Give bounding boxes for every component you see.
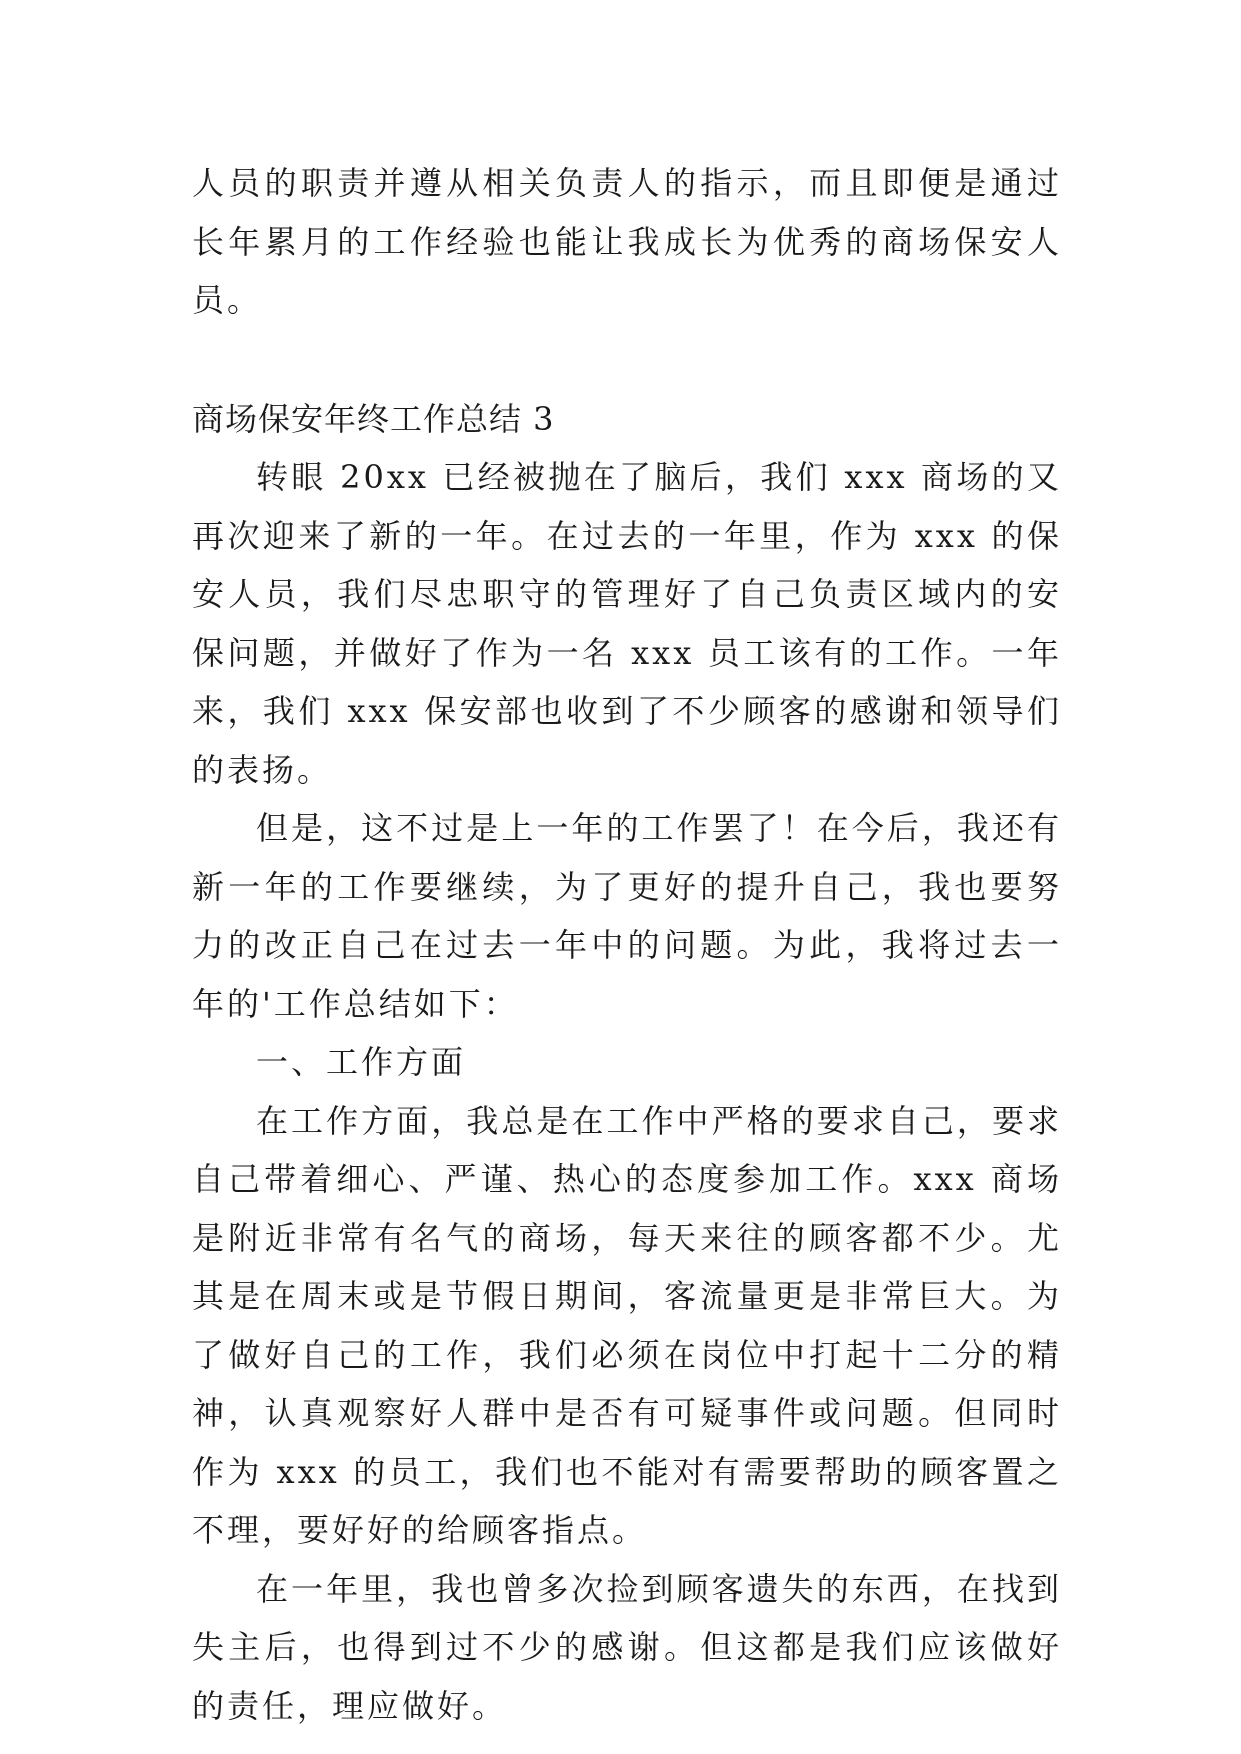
section-title: 商场保安年终工作总结 3 — [192, 399, 555, 438]
continuation-paragraph: 人员的职责并遵从相关负责人的指示，而且即便是通过长年累月的工作经验也能让我成长为优秀的商场保安人员。 — [192, 164, 1062, 319]
body-paragraph: 但是，这不过是上一年的工作罢了！在今后，我还有新一年的工作要继续，为了更好的提升自己，我也要努力的改正自己在过去一年中的问题。为此，我将过去一年的'工作总结如下： — [192, 809, 1062, 1023]
subsection-heading: 一、工作方面 — [256, 1043, 467, 1081]
body-paragraph: 转眼 20xx 已经被抛在了脑后，我们 xxx 商场的又再次迎来了新的一年。在过去的一年里，作为 xxx 的保安人员，我们尽忠职守的管理好了自己负责区域内的安保问题，并做好了作为一名 xxx 员工该有的工作。一年来，我们 xxx 保安部也收到了不少顾客的感谢和领导们的表扬。 — [192, 458, 1062, 789]
body-paragraph: 在一年里，我也曾多次捡到顾客遗失的东西，在找到失主后，也得到过不少的感谢。但这都是我们应该做好的责任，理应做好。 — [192, 1569, 1062, 1725]
document-body — [192, 154, 1062, 1735]
body-paragraph: 在工作方面，我总是在工作中严格的要求自己，要求自己带着细心、严谨、热心的态度参加工作。xxx 商场是附近非常有名气的商场，每天来往的顾客都不少。尤其是在周末或是节假日期间，客流量更是非常巨大。为了做好自己的工作，我们必须在岗位中打起十二分的精神，认真观察好人群中是否有可疑事件或问题。但同时作为 xxx 的员工，我们也不能对有需要帮助的顾客置之不理，要好好的给顾客指点。 — [192, 1101, 1062, 1549]
